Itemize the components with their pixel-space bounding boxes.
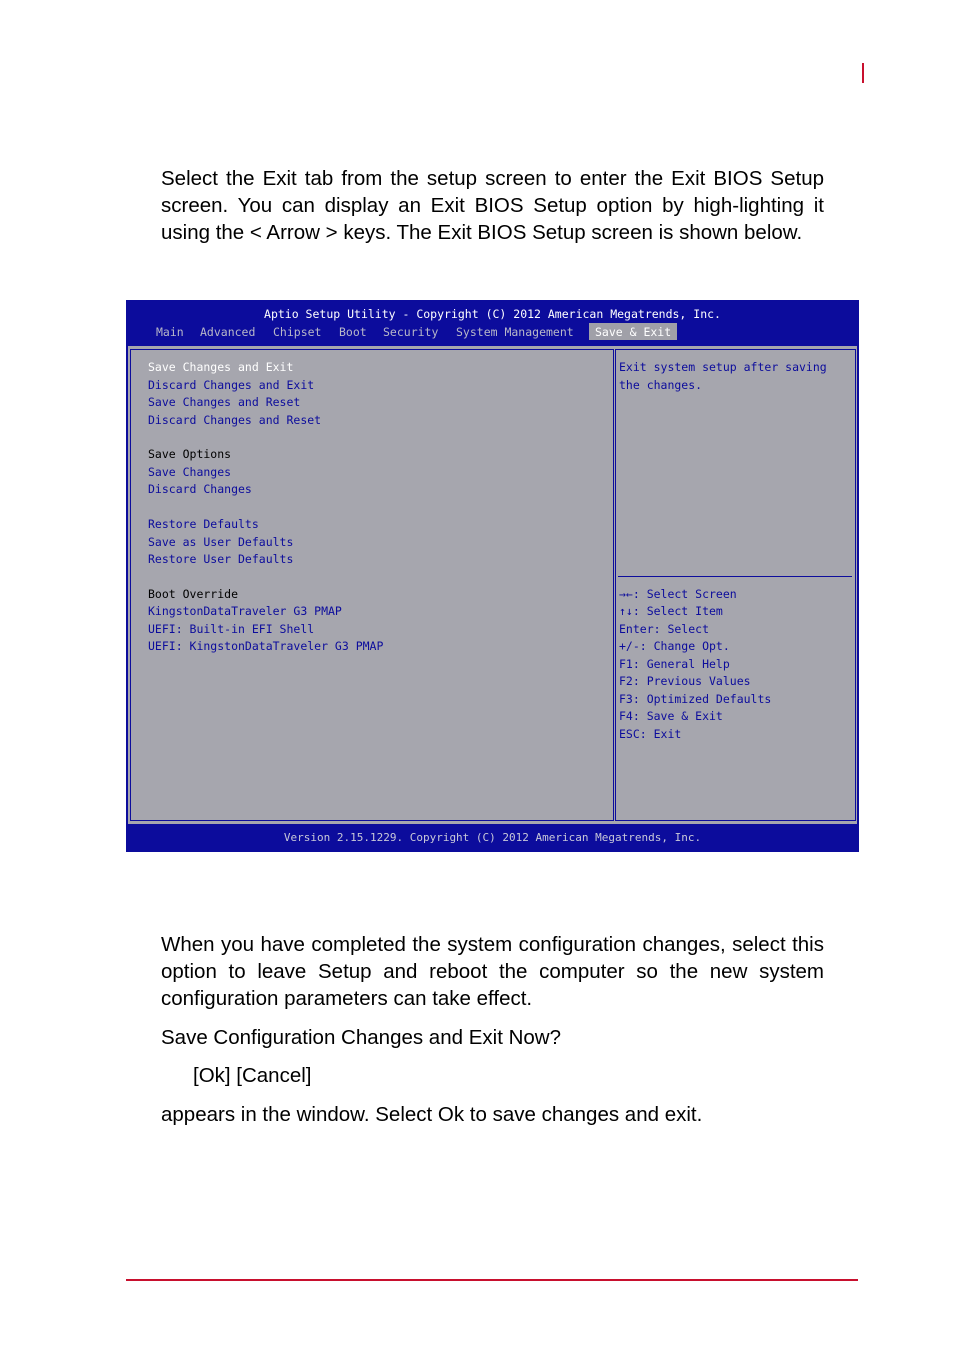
- tab-advanced[interactable]: Advanced: [200, 325, 256, 339]
- menu-save-changes-and-exit[interactable]: Save Changes and Exit: [148, 360, 294, 374]
- menu-boot-kingston[interactable]: KingstonDataTraveler G3 PMAP: [148, 604, 342, 618]
- tab-main[interactable]: Main: [156, 325, 184, 339]
- exit-paragraph: When you have completed the system configuration changes, select this option to leave Setup and reboot the computer so the new system configuration parameters can take effect.: [161, 933, 824, 1010]
- help-divider: [618, 576, 852, 577]
- intro-paragraph: Select the Exit tab from the setup screen to enter the Exit BIOS Setup screen. You can display an Exit BIOS Setup option by high-lighting it using the < Arrow > keys. The Exit BIOS Setup screen is shown below.: [161, 167, 824, 244]
- key-help-f3: F3: Optimized Defaults: [619, 692, 772, 706]
- header-accent-bar: [862, 63, 864, 83]
- bios-version-footer: Version 2.15.1229. Copyright (C) 2012 American Megatrends, Inc.: [283, 831, 702, 844]
- help-text-line: Exit system setup after saving: [619, 360, 827, 374]
- menu-save-as-user-defaults[interactable]: Save as User Defaults: [148, 535, 294, 549]
- closing-line: appears in the window. Select Ok to save changes and exit.: [161, 1103, 703, 1126]
- key-help-change-opt: +/-: Change Opt.: [619, 639, 730, 653]
- section-boot-override: Boot Override: [148, 587, 239, 601]
- key-help-select-item: ↑↓: Select Item: [619, 604, 723, 618]
- options-line: [Ok] [Cancel]: [193, 1064, 312, 1087]
- menu-save-changes-and-reset[interactable]: Save Changes and Reset: [148, 395, 301, 409]
- menu-discard-changes-and-reset[interactable]: Discard Changes and Reset: [148, 413, 322, 427]
- key-help-esc: ESC: Exit: [619, 727, 682, 741]
- tab-system-management[interactable]: System Management: [456, 325, 574, 339]
- key-help-select-screen: →←: Select Screen: [619, 587, 737, 601]
- bios-title: Aptio Setup Utility - Copyright (C) 2012 American Megatrends, Inc.: [264, 307, 721, 321]
- footer-rule: [126, 1279, 858, 1281]
- menu-discard-changes[interactable]: Discard Changes: [148, 482, 252, 496]
- section-save-options: Save Options: [148, 447, 232, 461]
- bios-screenshot: [126, 300, 859, 852]
- menu-restore-defaults[interactable]: Restore Defaults: [148, 517, 259, 531]
- menu-save-changes[interactable]: Save Changes: [148, 465, 232, 479]
- bios-tab-bar: [126, 323, 859, 342]
- tab-security[interactable]: Security: [383, 325, 439, 339]
- menu-boot-efi-shell[interactable]: UEFI: Built-in EFI Shell: [148, 622, 315, 636]
- bios-menu-panel: [130, 349, 614, 821]
- prompt-line: Save Configuration Changes and Exit Now?: [161, 1026, 561, 1049]
- key-help-f1: F1: General Help: [619, 657, 730, 671]
- bios-main-area: [128, 346, 857, 824]
- menu-discard-changes-and-exit[interactable]: Discard Changes and Exit: [148, 378, 315, 392]
- tab-save-exit[interactable]: Save & Exit: [589, 323, 677, 340]
- key-help-f2: F2: Previous Values: [619, 674, 751, 688]
- key-help-enter: Enter: Select: [619, 622, 710, 636]
- tab-boot[interactable]: Boot: [339, 325, 367, 339]
- menu-boot-uefi-kingston[interactable]: UEFI: KingstonDataTraveler G3 PMAP: [148, 639, 384, 653]
- help-text-line: the changes.: [619, 378, 703, 392]
- menu-restore-user-defaults[interactable]: Restore User Defaults: [148, 552, 294, 566]
- tab-chipset[interactable]: Chipset: [273, 325, 322, 339]
- key-help-f4: F4: Save & Exit: [619, 709, 723, 723]
- bios-help-panel: [615, 349, 856, 821]
